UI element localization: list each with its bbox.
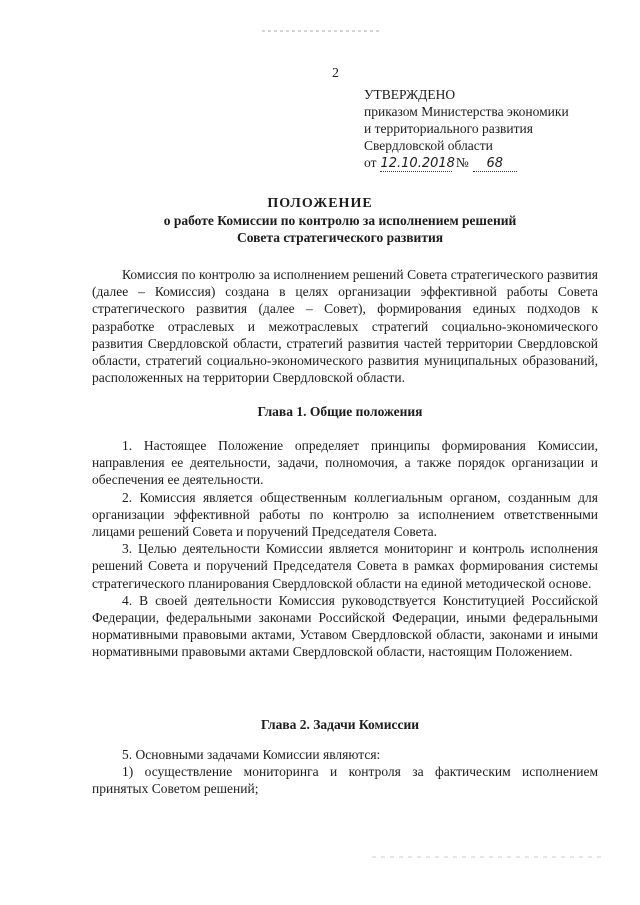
approval-line-3: и территориального развития (364, 121, 533, 136)
approval-line-4: Свердловской области (364, 138, 493, 153)
paragraph-3: 3. Целью деятельности Комиссии является мониторинг и контроль исполнения решений Совета и поручений Председателя Совета в рамках формирования системы стратегического планирования Свердловской области на единой методической основе. (92, 541, 598, 591)
chapter-2-body (92, 746, 598, 798)
date-prefix: от (364, 155, 377, 170)
approval-line-1: УТВЕРЖДЕНО (364, 87, 456, 102)
approval-line-2: приказом Министерства экономики (364, 104, 569, 119)
approval-date-line (364, 154, 624, 172)
chapter-1-heading: Глава 1. Общие положения (257, 404, 423, 419)
handwritten-number: 68 (473, 156, 517, 172)
handwritten-date: 12.10.2018 (380, 156, 455, 171)
subtitle-line-2: Совета стратегического развития (236, 230, 444, 245)
page-number: 2 (332, 66, 339, 81)
paragraph-5-item-1: 1) осуществление мониторинга и контроля за фактическим исполнением принятых Советом решений; (92, 764, 598, 797)
paragraph-4: 4. В своей деятельности Комиссия руководствуется Конституцией Российской Федерации, федеральными законами Российской Федерации, иными федеральными нормативными правовыми актами, Уставом Свердловской области, законами и иными нормативными правовыми актами Свердловской области, настоящим Положением. (92, 592, 598, 660)
document-subtitle (80, 212, 600, 246)
scan-artifact-bottom (372, 856, 602, 858)
chapter-2-heading: Глава 2. Задачи Комиссии (260, 717, 420, 732)
paragraph-2: 2. Комиссия является общественным коллегиальным органом, созданным для организации эффективной работы по контролю за исполнением ответственными лицами решений Совета и поручений Председателя Совета. (92, 489, 598, 540)
number-prefix: № (455, 155, 469, 170)
paragraph-5: 5. Основными задачами Комиссии являются: (122, 747, 381, 762)
approval-stamp (364, 86, 624, 172)
intro-paragraph: Комиссия по контролю за исполнением решений Совета стратегического развития (далее – Комиссия) создана в целях организации эффективной работы Совета стратегического развития (далее – Совет), формирования единых подходов к разработке отраслевых и межотраслевых стратегий социально-экономического развития Свердловской области, стратегий развития частей территории Свердловской области, стратегий социально-экономического развития муниципальных образований, расположенных на территории Свердловской области. (92, 267, 598, 386)
chapter-1-body (92, 437, 598, 661)
intro-paragraph-block (92, 266, 598, 386)
document-title: ПОЛОЖЕНИЕ (267, 196, 373, 211)
scan-artifact-top (262, 30, 382, 32)
subtitle-line-1: о работе Комиссии по контролю за исполнением решений (163, 213, 517, 228)
paragraph-1: 1. Настоящее Положение определяет принципы формирования Комиссии, направления ее деятельности, задачи, полномочия, а также порядок организации и обеспечения ее деятельности. (92, 438, 598, 488)
